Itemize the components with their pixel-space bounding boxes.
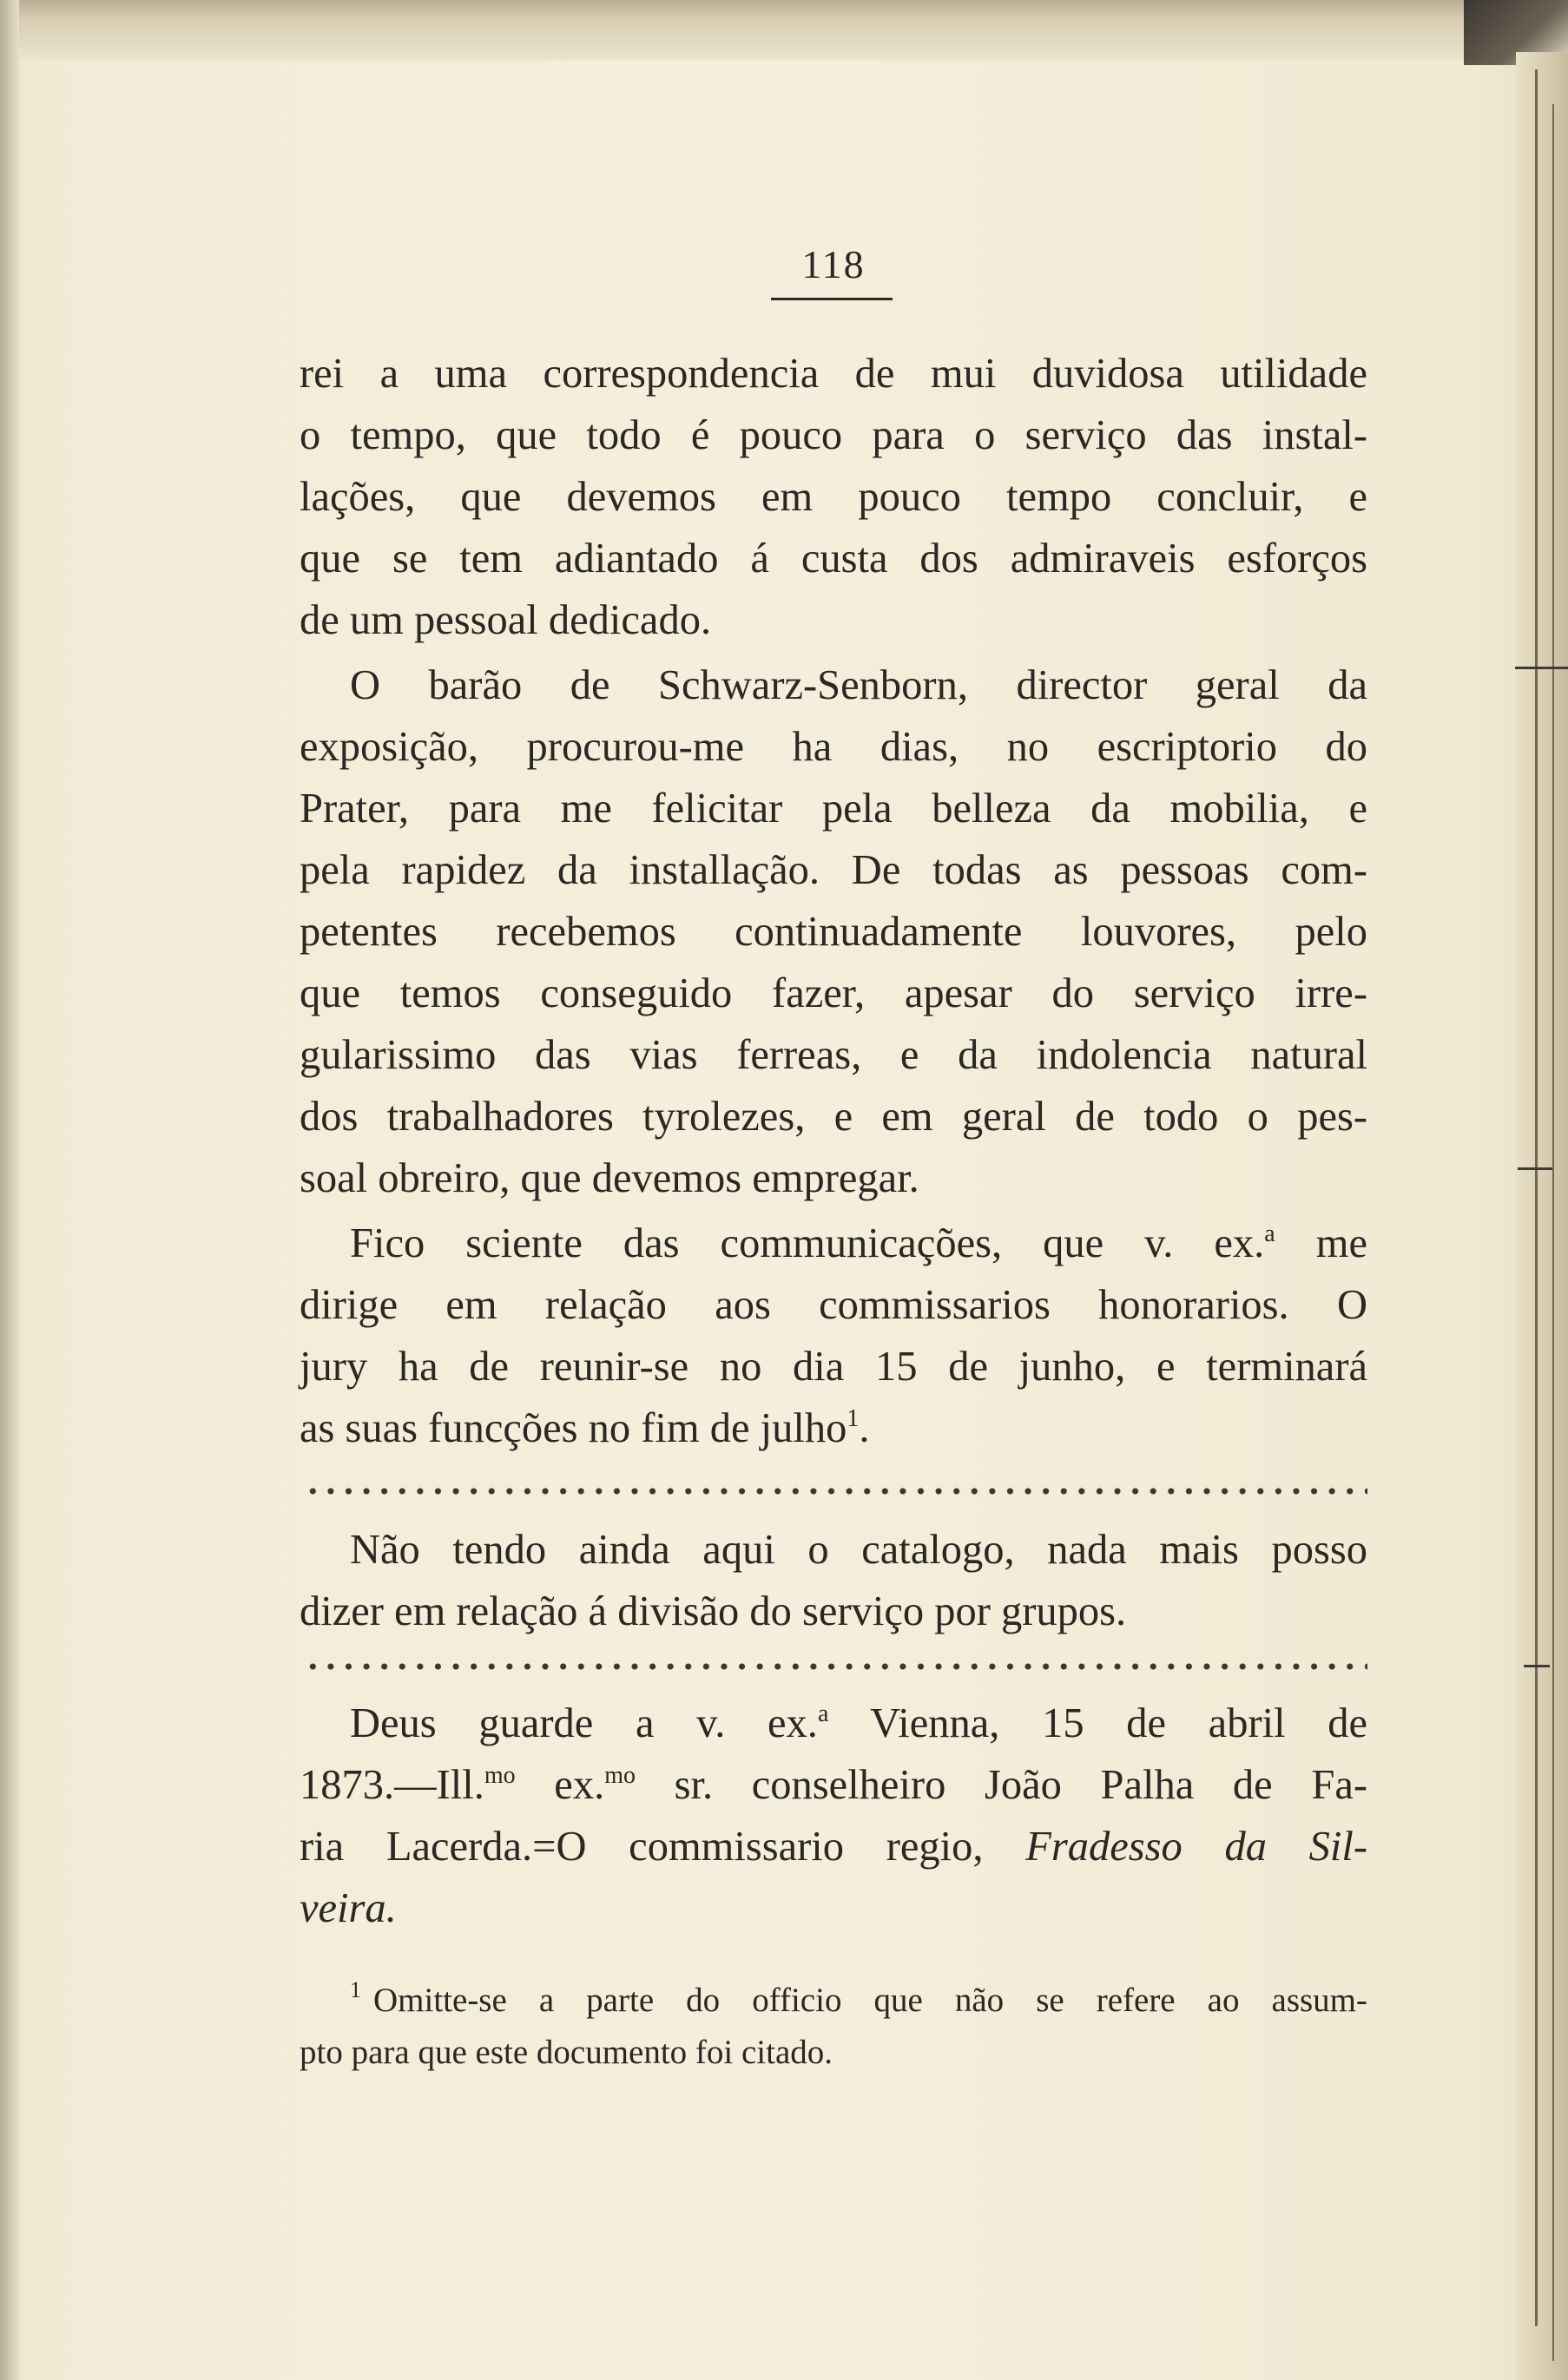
footnote bbox=[300, 1975, 1367, 2079]
ellipsis-dotted-line-2 bbox=[304, 1658, 1367, 1675]
text-span: ex. bbox=[515, 1762, 605, 1808]
signatory-name-end: veira. bbox=[300, 1885, 397, 1931]
text-span: me bbox=[1275, 1220, 1367, 1266]
page-right-edge bbox=[1516, 52, 1568, 2380]
text-line: que se tem adiantado á custa dos admiraveis esforços bbox=[300, 536, 1367, 582]
text-line: o tempo, que todo é pouco para o serviço das instal- bbox=[300, 412, 1367, 458]
text-span: Vienna, 15 de abril de bbox=[828, 1700, 1367, 1746]
page-left-edge bbox=[0, 0, 19, 2380]
superscript: mo bbox=[484, 1762, 516, 1789]
superscript: mo bbox=[604, 1762, 636, 1789]
text-line: exposição, procurou-me ha dias, no escriptorio do bbox=[300, 724, 1367, 770]
text-line: rei a uma correspondencia de mui duvidosa utilidade bbox=[300, 351, 1367, 397]
signatory-name: Fradesso da Sil- bbox=[1025, 1824, 1367, 1870]
text-line: que temos conseguido fazer, apesar do serviço irre- bbox=[300, 970, 1367, 1016]
text-span: as suas funcções no fim de julho bbox=[300, 1405, 847, 1451]
text-line: Prater, para me felicitar pela belleza da mobilia, e bbox=[300, 786, 1367, 832]
text-line bbox=[300, 1693, 1367, 1754]
paragraph-1 bbox=[300, 343, 1367, 651]
text-line bbox=[300, 1213, 1367, 1274]
text-line: gularissimo das vias ferreas, e da indolencia natural bbox=[300, 1032, 1367, 1078]
text-line: de um pessoal dedicado. bbox=[300, 597, 712, 643]
text-line bbox=[300, 1754, 1367, 1816]
paragraph-4 bbox=[300, 1519, 1367, 1642]
text-span: sr. conselheiro João Palha de Fa- bbox=[635, 1762, 1368, 1808]
text-line: soal obreiro, que devemos empregar. bbox=[300, 1155, 919, 1201]
edge-tick-3 bbox=[1524, 1665, 1550, 1667]
text-span: ria Lacerda.=O commissario regio, bbox=[300, 1824, 1026, 1870]
page-top-edge bbox=[0, 0, 1568, 61]
text-line: petentes recebemos continuadamente louvores, pelo bbox=[300, 909, 1367, 955]
edge-tick-2 bbox=[1518, 1167, 1552, 1170]
footnote-reference: 1 bbox=[847, 1405, 860, 1432]
page-number: 118 bbox=[801, 242, 866, 286]
page-edge-line bbox=[1535, 69, 1538, 2326]
closing-signature bbox=[300, 1693, 1367, 1939]
text-line: pela rapidez da installação. De todas as pessoas com- bbox=[300, 847, 1367, 893]
text-line: lações, que devemos em pouco tempo concluir, e bbox=[300, 474, 1367, 520]
text-span: Deus guarde a v. ex. bbox=[350, 1700, 818, 1746]
text-line: O barão de Schwarz-Senborn, director geral da bbox=[350, 662, 1367, 708]
text-line: Não tendo ainda aqui o catalogo, nada mais posso bbox=[350, 1527, 1367, 1573]
text-span: Fico sciente das communicações, que v. ex. bbox=[350, 1220, 1265, 1266]
text-line: jury ha de reunir-se no dia 15 de junho, e terminará bbox=[300, 1344, 1367, 1390]
text-line: dizer em relação á divisão do serviço por grupos. bbox=[300, 1588, 1127, 1634]
paragraph-3 bbox=[300, 1213, 1367, 1459]
ellipsis-dotted-line-1 bbox=[304, 1483, 1367, 1500]
edge-tick-1 bbox=[1515, 667, 1568, 669]
text-line bbox=[300, 1816, 1367, 1877]
text-span: 1873.—Ill. bbox=[300, 1762, 484, 1808]
paragraph-2 bbox=[300, 654, 1367, 1209]
text-line: dirige em relação aos commissarios honorarios. O bbox=[300, 1282, 1367, 1328]
text-span: Omitte-se a parte do officio que não se refere ao assum- bbox=[373, 1982, 1367, 2019]
text-span: . bbox=[859, 1405, 870, 1451]
superscript: a bbox=[817, 1700, 829, 1727]
page-number-rule bbox=[771, 298, 893, 300]
page-edge-line-2 bbox=[1552, 104, 1554, 2361]
footnote-mark: 1 bbox=[350, 1977, 361, 2002]
footnote-line: pto para que este documento foi citado. bbox=[300, 2034, 833, 2071]
superscript: a bbox=[1264, 1220, 1275, 1247]
text-line bbox=[300, 1397, 1367, 1459]
footnote-line bbox=[300, 1975, 1367, 2027]
text-line: dos trabalhadores tyrolezes, e em geral de todo o pes- bbox=[300, 1094, 1367, 1140]
